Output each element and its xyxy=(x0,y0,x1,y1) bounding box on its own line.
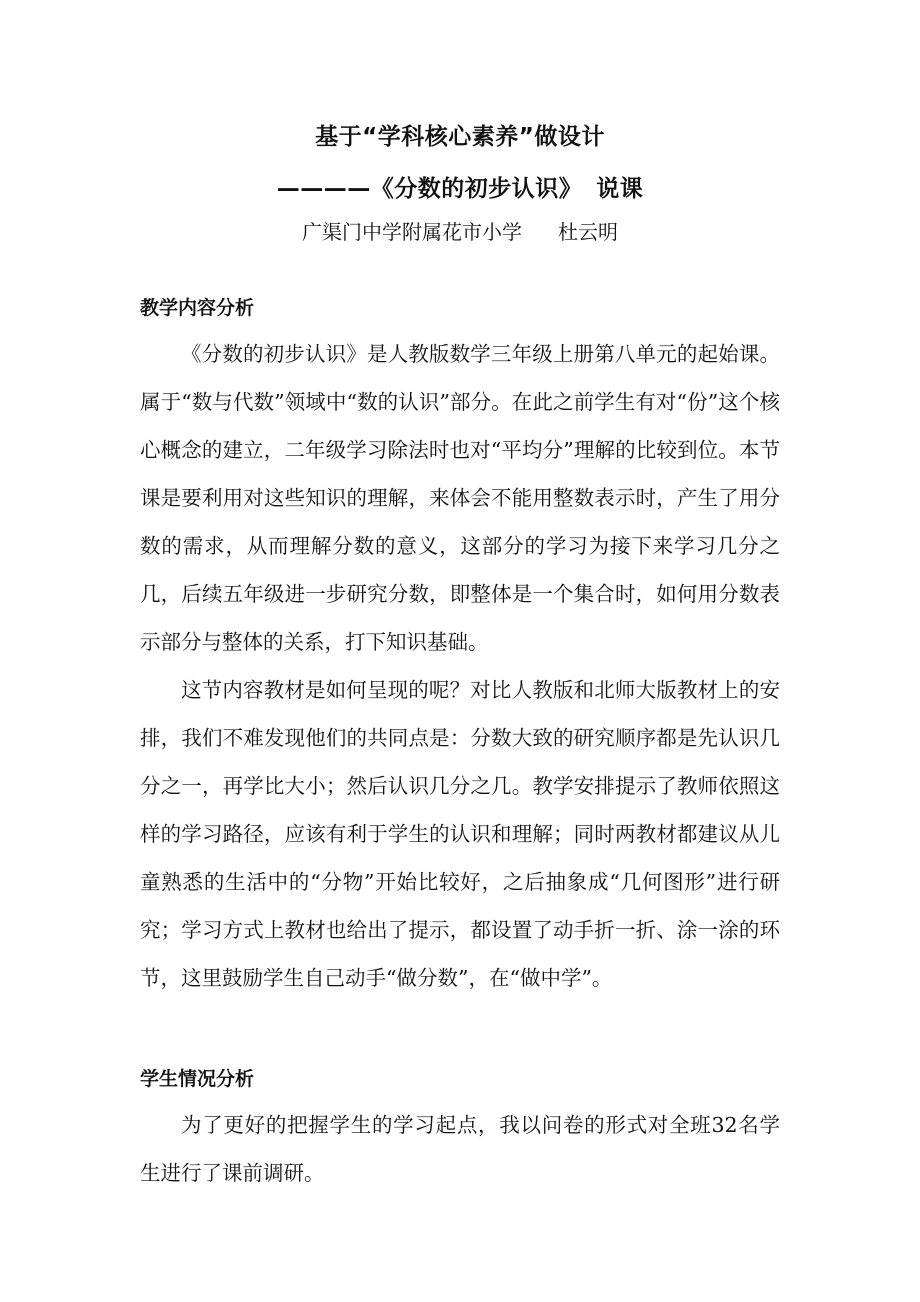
subtitle-suffix: 说课 xyxy=(596,176,644,202)
section-heading-student-analysis: 学生情况分析 xyxy=(140,1068,255,1090)
document-subtitle xyxy=(0,170,920,203)
section-heading-content-analysis: 教学内容分析 xyxy=(140,297,255,319)
content-analysis-paragraph-1: 《分数的初步认识》是人教版数学三年级上册第八单元的起始课。属于“数与代数”领域中“数的认识”部分。在此之前学生有对“份”这个核心概念的建立，二年级学习除法时也对“平均分”理解的比较到位。本节课是要利用对这些知识的理解，来体会不能用整数表示时，产生了用分数的需求，从而理解分数的意义，这部分的学习为接下来学习几分之几，后续五年级进一步研究分数，即整体是一个集合时，如何用分数表示部分与整体的关系，打下知识基础。 xyxy=(140,342,780,654)
author-school: 广渠门中学附属花市小学 xyxy=(302,220,522,244)
author-line xyxy=(0,216,920,245)
subtitle-dashes: ———— xyxy=(276,176,371,202)
student-analysis-paragraph-1: 为了更好的把握学生的学习起点，我以问卷的形式对全班32名学生进行了课前调研。 xyxy=(140,1113,780,1185)
document-title: 基于“学科核心素养”做设计 xyxy=(315,124,605,150)
author-name: 杜云明 xyxy=(558,220,618,244)
content-analysis-paragraph-2: 这节内容教材是如何呈现的呢？对比人教版和北师大版教材上的安排，我们不难发现他们的共同点是：分数大致的研究顺序都是先认识几分之一，再学比大小；然后认识几分之几。教学安排提示了教师依照这样的学习路径，应该有利于学生的认识和理解；同时两教材都建议从儿童熟悉的生活中的“分物”开始比较好，之后抽象成“几何图形”进行研究；学习方式上教材也给出了提示，都设置了动手折一折、涂一涂的环节，这里鼓励学生自己动手“做分数”，在“做中学”。 xyxy=(140,678,780,990)
subtitle-book-title: 《分数的初步认识》 xyxy=(370,176,583,202)
